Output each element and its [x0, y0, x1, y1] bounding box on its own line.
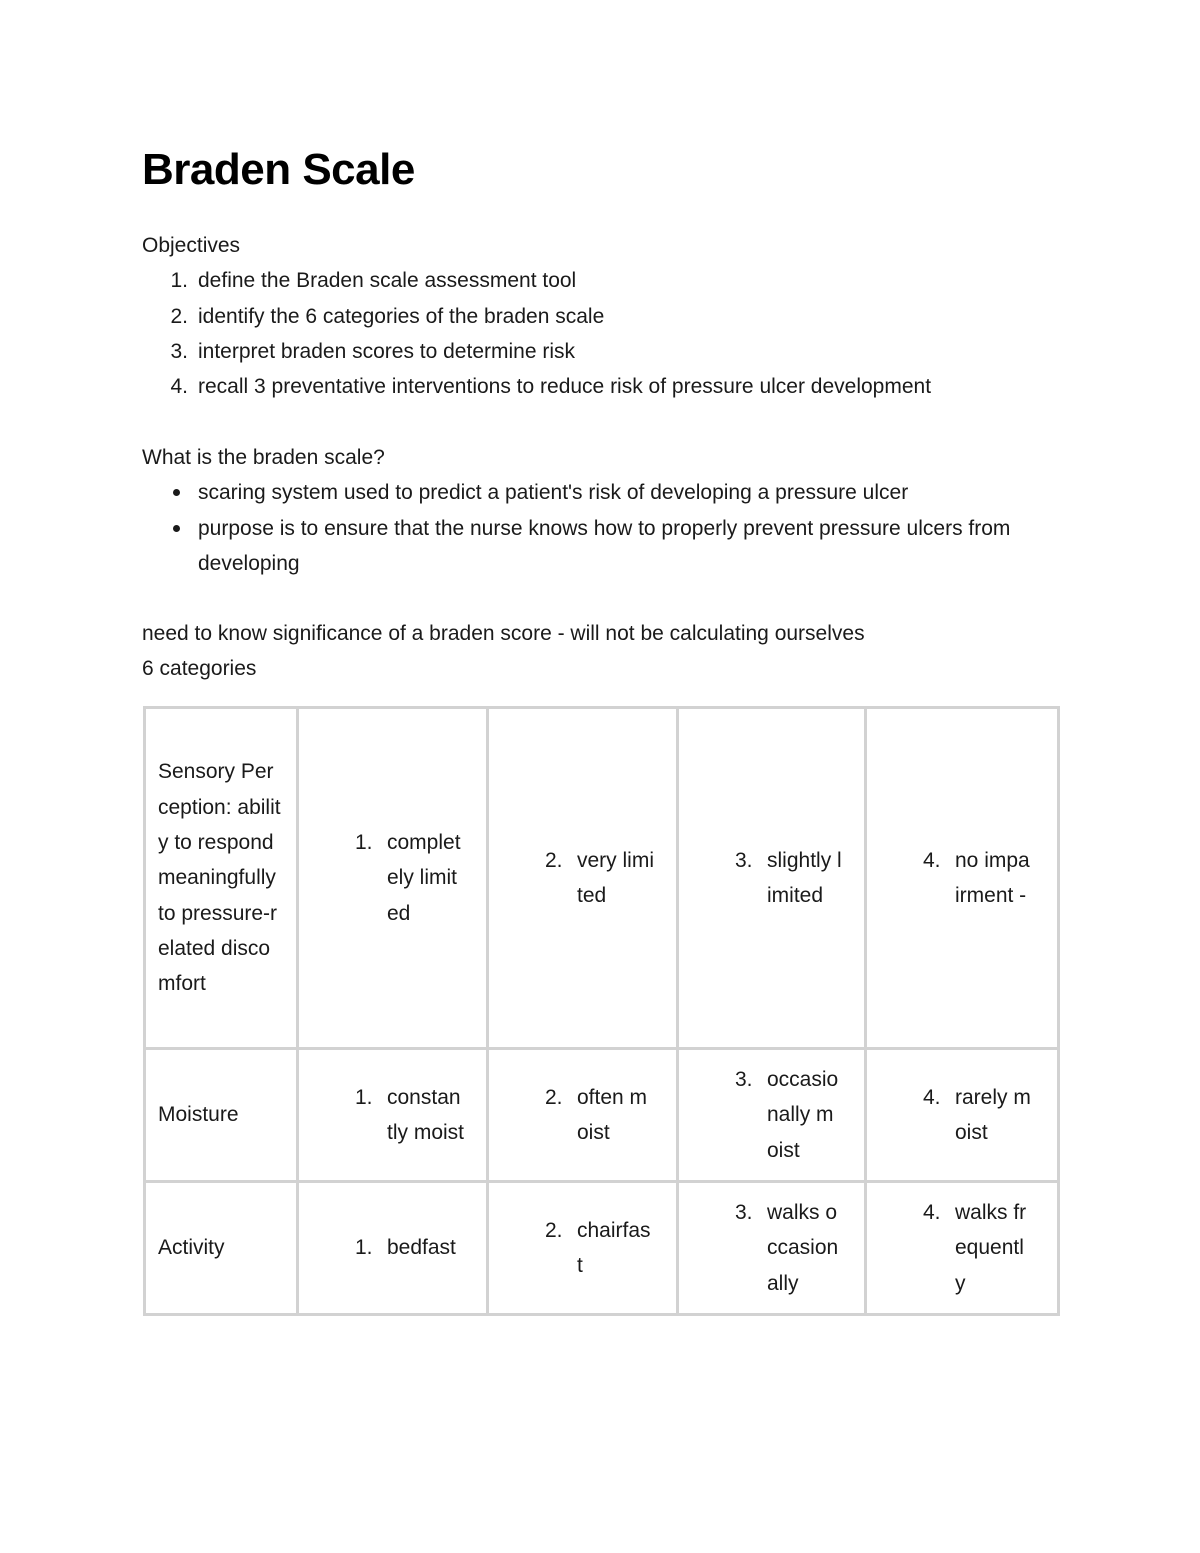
categories-label: 6 categories	[142, 657, 257, 681]
option-number: 4.	[923, 1201, 941, 1225]
list-number: 4.	[170, 375, 188, 399]
option-item	[923, 843, 1033, 914]
option-text: constantly moist	[387, 1085, 465, 1144]
category-cell: Sensory Perception: ability to respond meaningfully to pressure-related discomfort	[145, 708, 298, 1049]
option-item	[355, 1080, 465, 1151]
option-number: 3.	[735, 1068, 753, 1092]
objectives-heading: Objectives	[142, 234, 241, 257]
option-cell	[866, 1049, 1059, 1182]
option-item	[735, 1062, 845, 1168]
list-item-text: identify the 6 categories of the braden scale	[198, 304, 605, 328]
option-number: 1.	[355, 1236, 373, 1260]
option-number: 1.	[355, 1085, 373, 1109]
objectives-section	[142, 228, 1058, 404]
option-text: rarely moist	[955, 1085, 1031, 1144]
what-is-bullets	[142, 475, 1058, 581]
option-number: 2.	[545, 1218, 563, 1242]
option-text: often moist	[577, 1085, 648, 1144]
option-number: 2.	[545, 1085, 563, 1109]
option-cell	[488, 1182, 678, 1315]
option-text: slightly limited	[767, 848, 842, 907]
list-item	[142, 475, 1058, 510]
option-item	[545, 1213, 655, 1284]
list-item	[142, 334, 1058, 369]
option-cell	[298, 708, 488, 1049]
list-item-text: recall 3 preventative interventions to reduce risk of pressure ulcer development	[198, 375, 932, 399]
option-item	[735, 1195, 845, 1301]
table-row	[145, 1049, 1059, 1182]
option-number: 4.	[923, 848, 941, 872]
option-number: 4.	[923, 1085, 941, 1109]
what-is-heading: What is the braden scale?	[142, 446, 385, 469]
option-item	[355, 825, 465, 931]
list-number: 2.	[170, 304, 188, 328]
option-number: 3.	[735, 1201, 753, 1225]
option-cell	[298, 1182, 488, 1315]
option-cell	[866, 708, 1059, 1049]
list-item-text: scaring system used to predict a patient's risk of developing a pressure ulcer	[198, 481, 909, 505]
option-item	[923, 1080, 1033, 1151]
option-text: completely limited	[387, 831, 461, 925]
list-number: 1.	[170, 269, 188, 293]
option-cell	[678, 708, 866, 1049]
option-text: no impairment -	[955, 848, 1030, 907]
option-cell	[488, 1049, 678, 1182]
option-item	[923, 1195, 1033, 1301]
bullet-icon	[173, 525, 180, 532]
option-text: chairfast	[577, 1218, 651, 1277]
option-cell	[488, 708, 678, 1049]
option-number: 2.	[545, 848, 563, 872]
list-item-text: define the Braden scale assessment tool	[198, 269, 577, 293]
table-row	[145, 1182, 1059, 1315]
option-item	[545, 1080, 655, 1151]
braden-table	[143, 706, 1060, 1316]
option-text: walks occasionally	[767, 1201, 839, 1295]
note-line: need to know significance of a braden score - will not be calculating ourselves	[142, 622, 865, 645]
option-item	[355, 1230, 465, 1265]
note-section	[142, 616, 1058, 687]
what-is-section	[142, 440, 1058, 581]
option-item	[735, 843, 845, 914]
category-cell: Activity	[145, 1182, 298, 1315]
option-text: walks frequently	[955, 1201, 1027, 1295]
objectives-list	[142, 263, 1058, 404]
option-cell	[678, 1182, 866, 1315]
list-item-text: interpret braden scores to determine risk	[198, 339, 576, 363]
list-item	[142, 369, 1058, 404]
option-number: 1.	[355, 831, 373, 855]
option-number: 3.	[735, 848, 753, 872]
table-row	[145, 708, 1059, 1049]
option-text: occasionally moist	[767, 1068, 839, 1162]
list-item	[142, 263, 1058, 298]
option-cell	[678, 1049, 866, 1182]
option-text: very limited	[577, 848, 654, 907]
option-cell	[866, 1182, 1059, 1315]
list-number: 3.	[170, 339, 188, 363]
option-text: bedfast	[387, 1236, 456, 1260]
page-title: Braden Scale	[142, 145, 415, 194]
option-cell	[298, 1049, 488, 1182]
bullet-icon	[173, 489, 180, 496]
option-item	[545, 843, 655, 914]
list-item-text: purpose is to ensure that the nurse knows how to properly prevent pressure ulcers from developing	[198, 516, 1011, 575]
list-item	[142, 511, 1018, 582]
list-item	[142, 299, 1058, 334]
category-cell: Moisture	[145, 1049, 298, 1182]
